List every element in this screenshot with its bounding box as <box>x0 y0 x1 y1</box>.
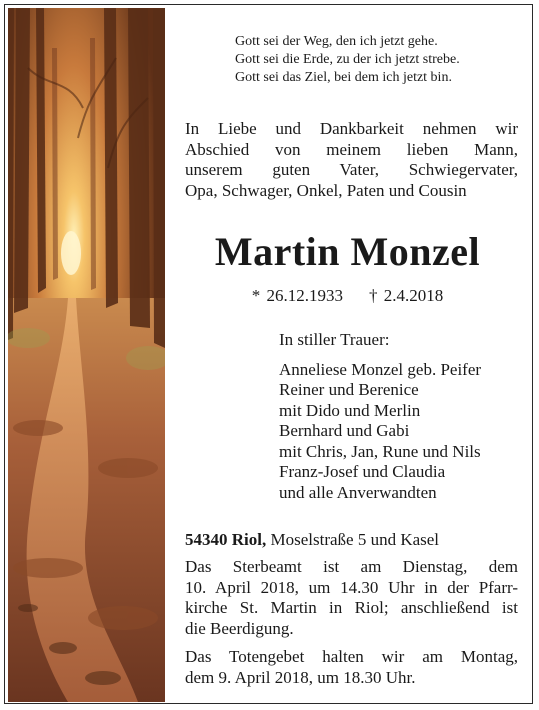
paragraph-line: unserem guten Vater, Schwiegervater, <box>185 160 518 179</box>
deceased-name: Martin Monzel <box>214 229 481 274</box>
farewell-paragraph <box>185 119 518 201</box>
mourner-line: mit Chris, Jan, Rune und Nils <box>279 441 481 461</box>
paragraph-line: Opa, Schwager, Onkel, Paten und Cousin <box>185 180 467 200</box>
mourners-list <box>279 330 519 503</box>
funeral-mass-info <box>185 557 518 639</box>
info-line: Das Totengebet halten wir am Montag, <box>185 647 518 666</box>
family-address <box>185 530 518 551</box>
birth-date: * 26.12.1933 <box>251 286 343 305</box>
mourner-line: Bernhard und Gabi <box>279 421 410 440</box>
verse-line: Gott sei der Weg, den ich jetzt gehe. <box>235 34 438 49</box>
mourner-line: und alle Anverwandten <box>279 482 437 502</box>
address-street: Moselstraße 5 und Kasel <box>270 530 440 549</box>
life-dates <box>175 286 520 306</box>
mourners-heading: In stiller Trauer: <box>279 330 390 349</box>
verse-line: Gott sei das Ziel, bei dem ich jetzt bin. <box>235 70 452 85</box>
death-date: † 2.4.2018 <box>369 286 444 305</box>
paragraph-line: Abschied von meinem lieben Mann, <box>185 139 518 159</box>
mourner-line: mit Dido und Merlin <box>279 400 421 420</box>
info-line: 10. April 2018, um 14.30 Uhr in der Pfarr- <box>185 577 518 597</box>
info-line: Das Sterbeamt ist am Dienstag, dem <box>185 557 518 576</box>
prayer-info <box>185 647 518 688</box>
notice-text <box>175 5 520 704</box>
info-line: die Beerdigung. <box>185 618 294 638</box>
forest-path-photo <box>8 8 165 702</box>
mourner-line: Reiner und Berenice <box>279 380 419 399</box>
memorial-verse <box>235 33 520 87</box>
paragraph-line: In Liebe und Dankbarkeit nehmen wir <box>185 119 518 138</box>
obituary-notice <box>4 4 533 704</box>
info-line: kirche St. Martin in Riol; anschließend ist <box>185 598 518 617</box>
verse-line: Gott sei die Erde, zu der ich jetzt strebe. <box>235 52 460 67</box>
address-city: 54340 Riol, <box>185 530 267 549</box>
mourner-line: Franz-Josef und Claudia <box>279 462 446 481</box>
mourner-line: Anneliese Monzel geb. Peifer <box>279 359 482 379</box>
info-line: dem 9. April 2018, um 18.30 Uhr. <box>185 667 416 687</box>
forest-path-illustration <box>8 8 165 702</box>
